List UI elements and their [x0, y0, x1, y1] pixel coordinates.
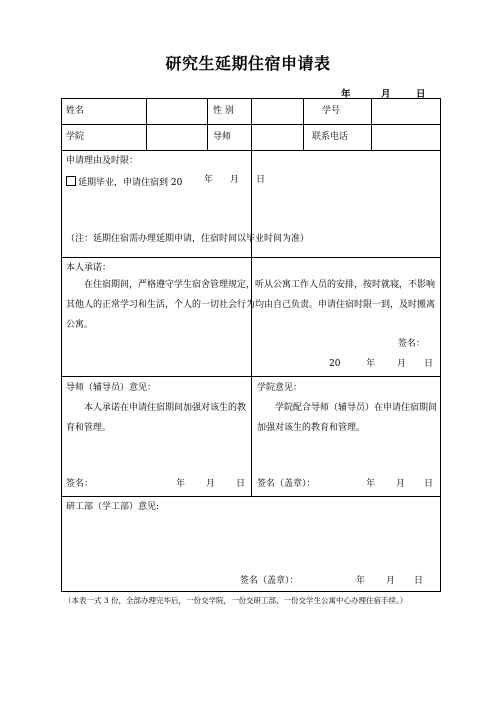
- reason-day: 日: [256, 175, 266, 185]
- dept-signature-label: 签名（盖章）：: [240, 576, 299, 586]
- reason-year: 年: [204, 175, 214, 185]
- advisor-opinion-heading: 导师（辅导员）意见：: [66, 383, 157, 393]
- gender-label: 性 别: [213, 106, 234, 116]
- college-day: 日: [424, 479, 434, 489]
- college-opinion-body: 学院配合导师（辅导员）在申请住宿期间加强对该生的教育和管理。: [257, 403, 438, 433]
- pledge-month: 月: [397, 359, 407, 369]
- college-field[interactable]: [148, 126, 205, 148]
- advisor-signature-label: 签名：: [66, 479, 94, 489]
- pledge-heading: 本人承诺：: [66, 263, 112, 273]
- col-divider: [371, 98, 372, 150]
- college-year: 年: [366, 479, 376, 489]
- date-header-year: 年: [341, 89, 351, 100]
- student-id-label: 学号: [322, 106, 341, 116]
- checkbox-icon[interactable]: [66, 176, 76, 186]
- phone-field[interactable]: [373, 126, 439, 148]
- dept-month: 月: [386, 576, 396, 586]
- extension-option[interactable]: [66, 176, 182, 188]
- pledge-day: 日: [424, 359, 434, 369]
- advisor-year: 年: [176, 479, 186, 489]
- college-signature-label: 签名（盖章）：: [257, 479, 316, 489]
- reason-heading: 申请理由及时限：: [66, 156, 139, 166]
- advisor-label: 导师: [213, 132, 232, 142]
- advisor-month: 月: [206, 479, 216, 489]
- pledge-body: 在住宿期间，严格遵守学生宿舍管理规定，听从公寓工作人员的安排，按时就寝，不影响其他人的正常学习和生活，个人的一切社会行为均由自己负责。申请住宿时限一到，及时搬离公寓。: [66, 280, 436, 330]
- col-divider: [303, 98, 304, 150]
- dept-day: 日: [414, 576, 424, 586]
- footer-note: （本表一式 3 份，全部办理完毕后，一份交学院，一份交研工部，一份交学生公寓中心办理住宿手续。）: [64, 596, 408, 605]
- college-opinion-heading: 学院意见：: [257, 383, 303, 393]
- date-header-month: 月: [381, 89, 391, 100]
- dept-opinion-heading: 研工部（学工部）意见:: [66, 502, 160, 512]
- col-divider: [146, 98, 147, 150]
- pledge-year: 年: [366, 359, 376, 369]
- reason-month: 月: [230, 175, 240, 185]
- pledge-date-prefix: 20: [329, 359, 341, 369]
- col-divider: [207, 98, 208, 150]
- name-field[interactable]: [148, 100, 205, 122]
- gender-field[interactable]: [253, 100, 301, 122]
- phone-label: 联系电话: [312, 132, 349, 142]
- dept-year: 年: [356, 576, 366, 586]
- college-month: 月: [396, 479, 406, 489]
- college-label: 学院: [66, 132, 85, 142]
- reason-note: （注：延期住宿需办理延期申请，住宿时间以毕业时间为准）: [66, 234, 310, 244]
- date-header-day: 日: [416, 89, 426, 100]
- page-title: 研究生延期住宿申请表: [165, 54, 331, 73]
- name-label: 姓名: [66, 106, 85, 116]
- col-divider: [251, 376, 252, 496]
- advisor-day: 日: [236, 479, 246, 489]
- row-divider: [61, 496, 441, 497]
- advisor-field[interactable]: [253, 126, 301, 148]
- pledge-signature-label: 签名：: [398, 339, 426, 349]
- student-id-field[interactable]: [373, 100, 439, 122]
- extension-option-label: 延期毕业，申请住宿到 20: [78, 178, 183, 188]
- advisor-opinion-body: 本人承诺在申请住宿期间加强对该生的教育和管理。: [66, 403, 247, 433]
